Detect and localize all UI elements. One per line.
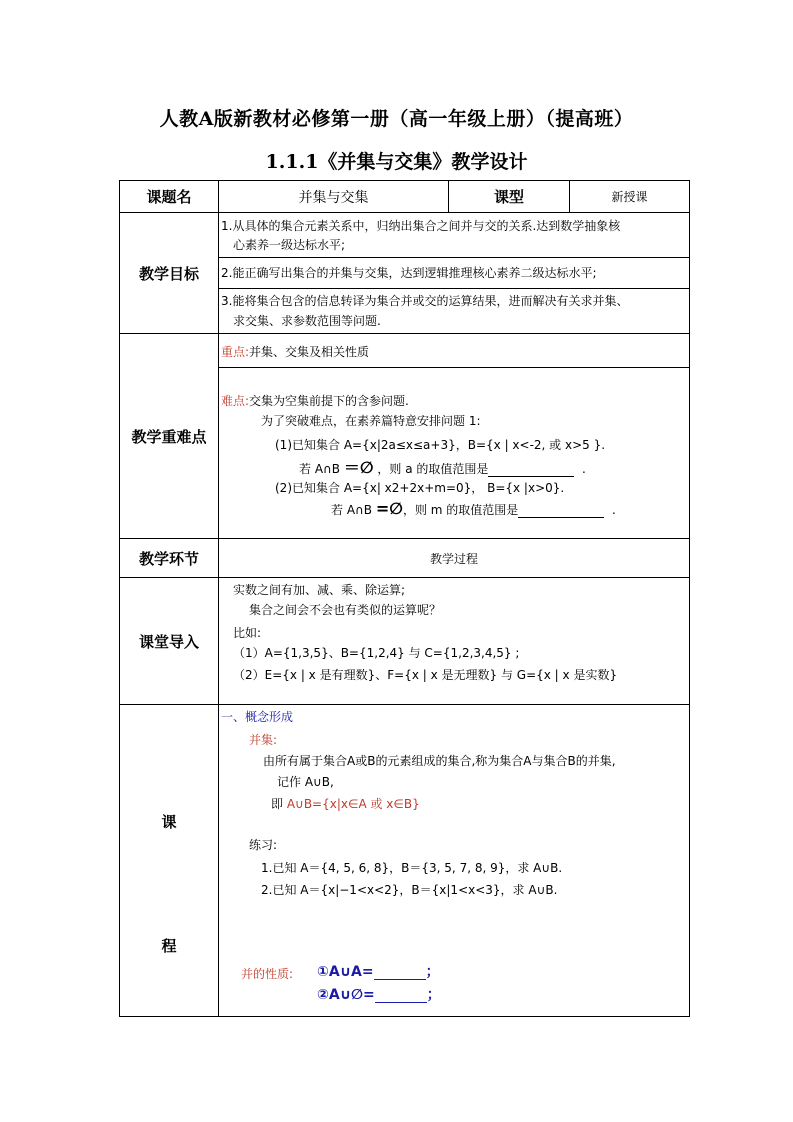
- intro-line-4: （1）A={1,3,5}、B={1,2,4} 与 C={1,2,3,4,5} ;: [233, 646, 520, 660]
- goal-3-line-1: 3.能将集合包含的信息转译为集合并或交的运算结果，进而解决有关求并集、: [221, 294, 629, 308]
- lesson-label-2: 程: [161, 937, 177, 955]
- focus-cell: [218, 333, 690, 368]
- topic-label: 课题名: [146, 188, 192, 206]
- type-value: 新授课: [611, 190, 648, 204]
- type-value-cell: [569, 180, 690, 213]
- intro-content-cell: [218, 577, 690, 705]
- process-value-cell: [218, 538, 690, 578]
- goal-3-cell: [218, 288, 690, 334]
- goal-1-line-2: 心素养一级达标水平;: [233, 238, 346, 252]
- goals-label-cell: [119, 212, 219, 334]
- property-1-text: ①A∪A=: [317, 964, 374, 980]
- property-2: [317, 988, 441, 1003]
- topic-label-cell: [119, 180, 219, 213]
- type-label-cell: [448, 180, 570, 213]
- union-formula: A∪B={x|x∈A 或 x∈B}: [286, 797, 420, 811]
- property-1-blank: [374, 965, 426, 980]
- question-2-blank: [518, 505, 604, 518]
- process-label-cell: [119, 538, 219, 578]
- difficulty-line: [221, 394, 409, 409]
- union-definition-line-2: 记作 A∪B,: [277, 775, 334, 789]
- key-label-cell: [119, 333, 219, 539]
- document-subtitle: 1.1.1《并集与交集》教学设计: [265, 151, 528, 173]
- difficulty-cell: [218, 367, 690, 539]
- key-label: 教学重难点: [131, 427, 207, 446]
- union-definition-line-1: 由所有属于集合A或B的元素组成的集合,称为集合A与集合B的并集,: [263, 754, 616, 768]
- question-2-text: ，则 m 的取值范围是: [402, 503, 519, 517]
- type-label: 课型: [493, 188, 524, 206]
- document-title: 人教A版新教材必修第一册（高一年级上册）（提高班）: [159, 108, 634, 130]
- topic-value: 并集与交集: [298, 189, 369, 206]
- question-1-end: .: [582, 462, 586, 476]
- question-1-line-1: (1)已知集合 A={x|2a≤x≤a+3}，B={x | x<-2, 或 x>5 }.: [275, 438, 606, 452]
- question-2-emptyset: =∅: [375, 499, 403, 518]
- property-2-text: ②A∪∅=: [317, 987, 375, 1003]
- difficulty-note: 为了突破难点，在素养篇特意安排问题 1:: [261, 414, 481, 428]
- question-1-line-2: [299, 460, 586, 477]
- question-1-emptyset: ＝∅: [343, 458, 374, 477]
- question-1-prefix: 若 A∩B: [299, 462, 344, 476]
- union-definition-line-3: [271, 797, 420, 812]
- difficulty-text: 交集为空集前提下的含参问题.: [249, 394, 409, 408]
- question-2-end: .: [611, 503, 616, 517]
- union-property-tag: 并的性质:: [241, 967, 294, 981]
- lesson-label-1: 课: [161, 813, 177, 831]
- goal-3-line-2: 求交集、求参数范围等问题.: [233, 314, 381, 328]
- lesson-label-cell: [119, 704, 219, 1017]
- exercise-label: 练习:: [249, 838, 278, 852]
- goal-1-line-1: 1.从具体的集合元素关系中，归纳出集合之间并与交的关系.达到数学抽象核: [221, 219, 621, 233]
- lesson-content-cell: [218, 704, 690, 1017]
- goal-1-cell: [218, 212, 690, 258]
- property-1-semicolon: ；: [425, 964, 440, 980]
- question-2-line-1: (2)已知集合 A={x| x2+2x+m=0}， B={x |x>0}.: [275, 481, 565, 495]
- question-1-blank: [488, 464, 574, 477]
- intro-line-2: 集合之间会不会也有类似的运算呢？: [249, 603, 442, 617]
- focus-tag: 重点:: [221, 345, 250, 359]
- intro-line-3: 比如:: [233, 626, 262, 640]
- concept-section-title: 一、概念形成: [221, 710, 294, 724]
- intro-line-1: 实数之间有加、减、乘、除运算;: [233, 583, 406, 597]
- property-2-semicolon: ；: [426, 987, 441, 1003]
- property-1: [317, 965, 440, 980]
- union-tag: 并集:: [249, 733, 278, 747]
- goal-2-line-1: 2.能正确写出集合的并集与交集，达到逻辑推理核心素养二级达标水平;: [221, 266, 597, 280]
- process-label: 教学环节: [138, 549, 199, 568]
- intro-line-5: （2）E={x | x 是有理数}、F={x | x 是无理数} 与 G={x | x 是实数}: [233, 668, 618, 682]
- goal-2-cell: [218, 257, 690, 289]
- question-2-prefix: 若 A∩B: [331, 503, 376, 517]
- focus-line: [221, 345, 369, 360]
- union-definition-prefix: 即: [271, 797, 287, 811]
- exercise-2: 2.已知 A＝{x|−1<x<2}，B＝{x|1<x<3}，求 A∪B.: [261, 883, 558, 897]
- process-value: 教学过程: [429, 551, 478, 566]
- difficulty-tag: 难点:: [221, 394, 250, 408]
- intro-label-cell: [119, 577, 219, 705]
- exercise-1: 1.已知 A＝{4, 5, 6, 8}，B＝{3, 5, 7, 8, 9}，求 A∪B.: [261, 861, 563, 875]
- question-1-text: ，则 a 的取值范围是: [373, 462, 489, 476]
- property-2-blank: [375, 988, 427, 1003]
- topic-value-cell: [218, 180, 449, 213]
- intro-label: 课堂导入: [138, 632, 199, 651]
- focus-text: 并集、交集及相关性质: [249, 345, 370, 359]
- goals-label: 教学目标: [138, 264, 199, 283]
- question-2-line-2: [331, 501, 616, 518]
